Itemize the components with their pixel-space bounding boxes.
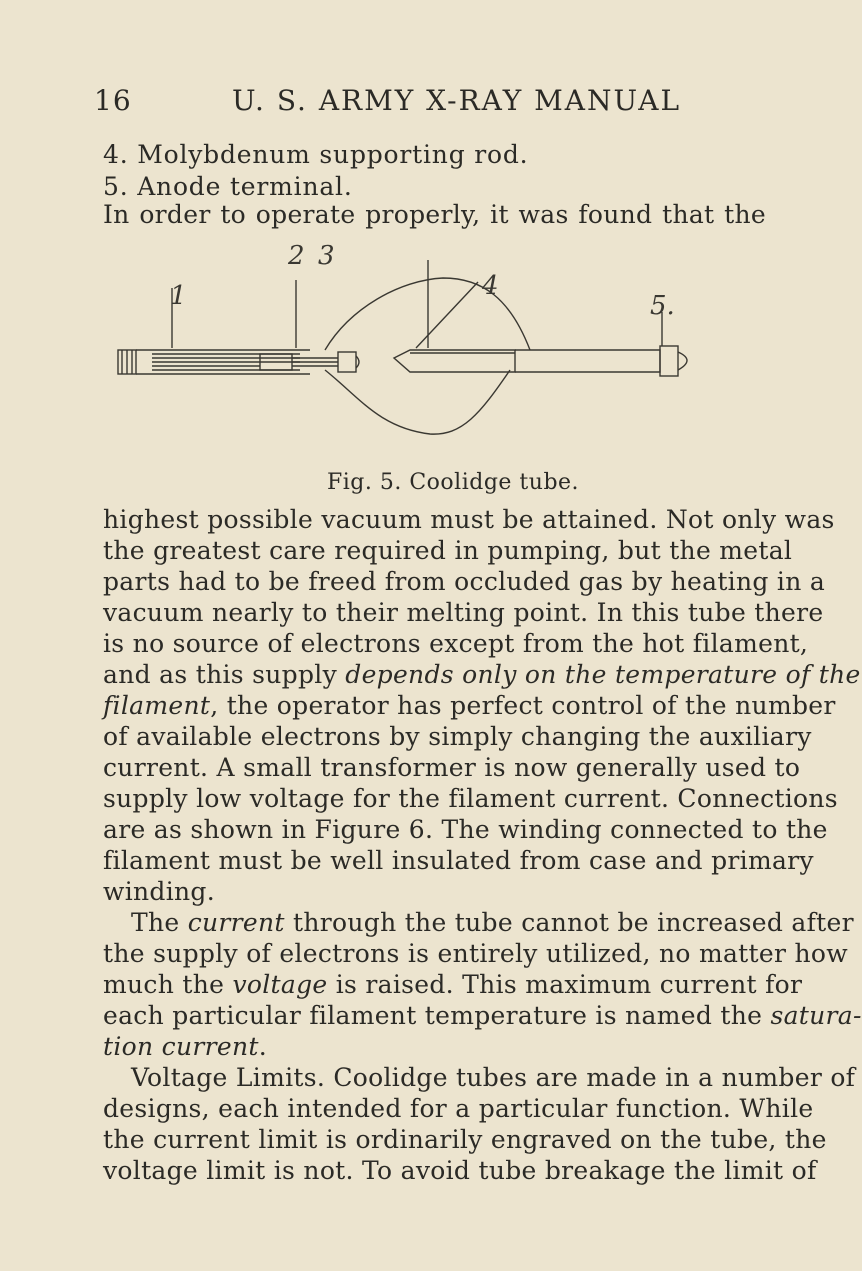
list-item: 4. Molybdenum supporting rod. xyxy=(103,140,529,169)
anode-neck xyxy=(515,350,660,372)
figure-label-2: 2 xyxy=(288,241,305,271)
figure-caption: Fig. 5. Coolidge tube. xyxy=(327,470,580,495)
body-line: Voltage Limits. Coolidge tubes are made in a number of xyxy=(131,1063,856,1092)
body-line: filament must be well insulated from case and primary xyxy=(103,846,814,875)
intro-line: In order to operate properly, it was found that the xyxy=(103,200,766,229)
body-line: designs, each intended for a particular function. While xyxy=(103,1094,814,1123)
body-line: current. A small transformer is now generally used to xyxy=(103,753,801,782)
body-line: much the voltage is raised. This maximum current for xyxy=(103,970,803,999)
running-title: U. S. ARMY X-RAY MANUAL xyxy=(232,84,682,117)
body-line: filament, the operator has perfect control of the number xyxy=(103,691,836,720)
figure-label-3: 3 xyxy=(318,241,335,271)
list-item: 5. Anode terminal. xyxy=(103,172,353,201)
figure-label-5: 5. xyxy=(650,291,675,321)
body-line: the current limit is ordinarily engraved on the tube, the xyxy=(103,1125,827,1154)
body-line: of available electrons by simply changing the auxiliary xyxy=(103,722,812,751)
page-number: 16 xyxy=(94,84,132,117)
figure-label-1: 1 xyxy=(170,281,187,311)
body-line: parts had to be freed from occluded gas by heating in a xyxy=(103,567,826,596)
page-header xyxy=(0,84,800,124)
body-line: winding. xyxy=(103,877,215,906)
body-line: the supply of electrons is entirely utilized, no matter how xyxy=(103,939,848,968)
bulb-lower-outline xyxy=(325,370,510,434)
body-line: The current through the tube cannot be increased after xyxy=(131,908,854,937)
body-line: is no source of electrons except from the hot filament, xyxy=(103,629,809,658)
body-line: are as shown in Figure 6. The winding connected to the xyxy=(103,815,828,844)
filament-holder xyxy=(338,352,356,372)
body-line: supply low voltage for the filament current. Connections xyxy=(103,784,838,813)
body-line: tion current. xyxy=(103,1032,267,1061)
body-line: vacuum nearly to their melting point. In this tube there xyxy=(103,598,824,627)
body-line: voltage limit is not. To avoid tube breakage the limit of xyxy=(103,1156,817,1185)
figure-label-4: 4 xyxy=(482,271,499,301)
body-line: highest possible vacuum must be attained. Not only was xyxy=(103,505,835,534)
coolidge-tube-figure xyxy=(110,238,720,470)
body-line: each particular filament temperature is named the satura- xyxy=(103,1001,862,1030)
body-line: and as this supply depends only on the temperature of the xyxy=(103,660,861,689)
body-line: the greatest care required in pumping, but the metal xyxy=(103,536,793,565)
anode-terminal-cap xyxy=(660,346,678,376)
